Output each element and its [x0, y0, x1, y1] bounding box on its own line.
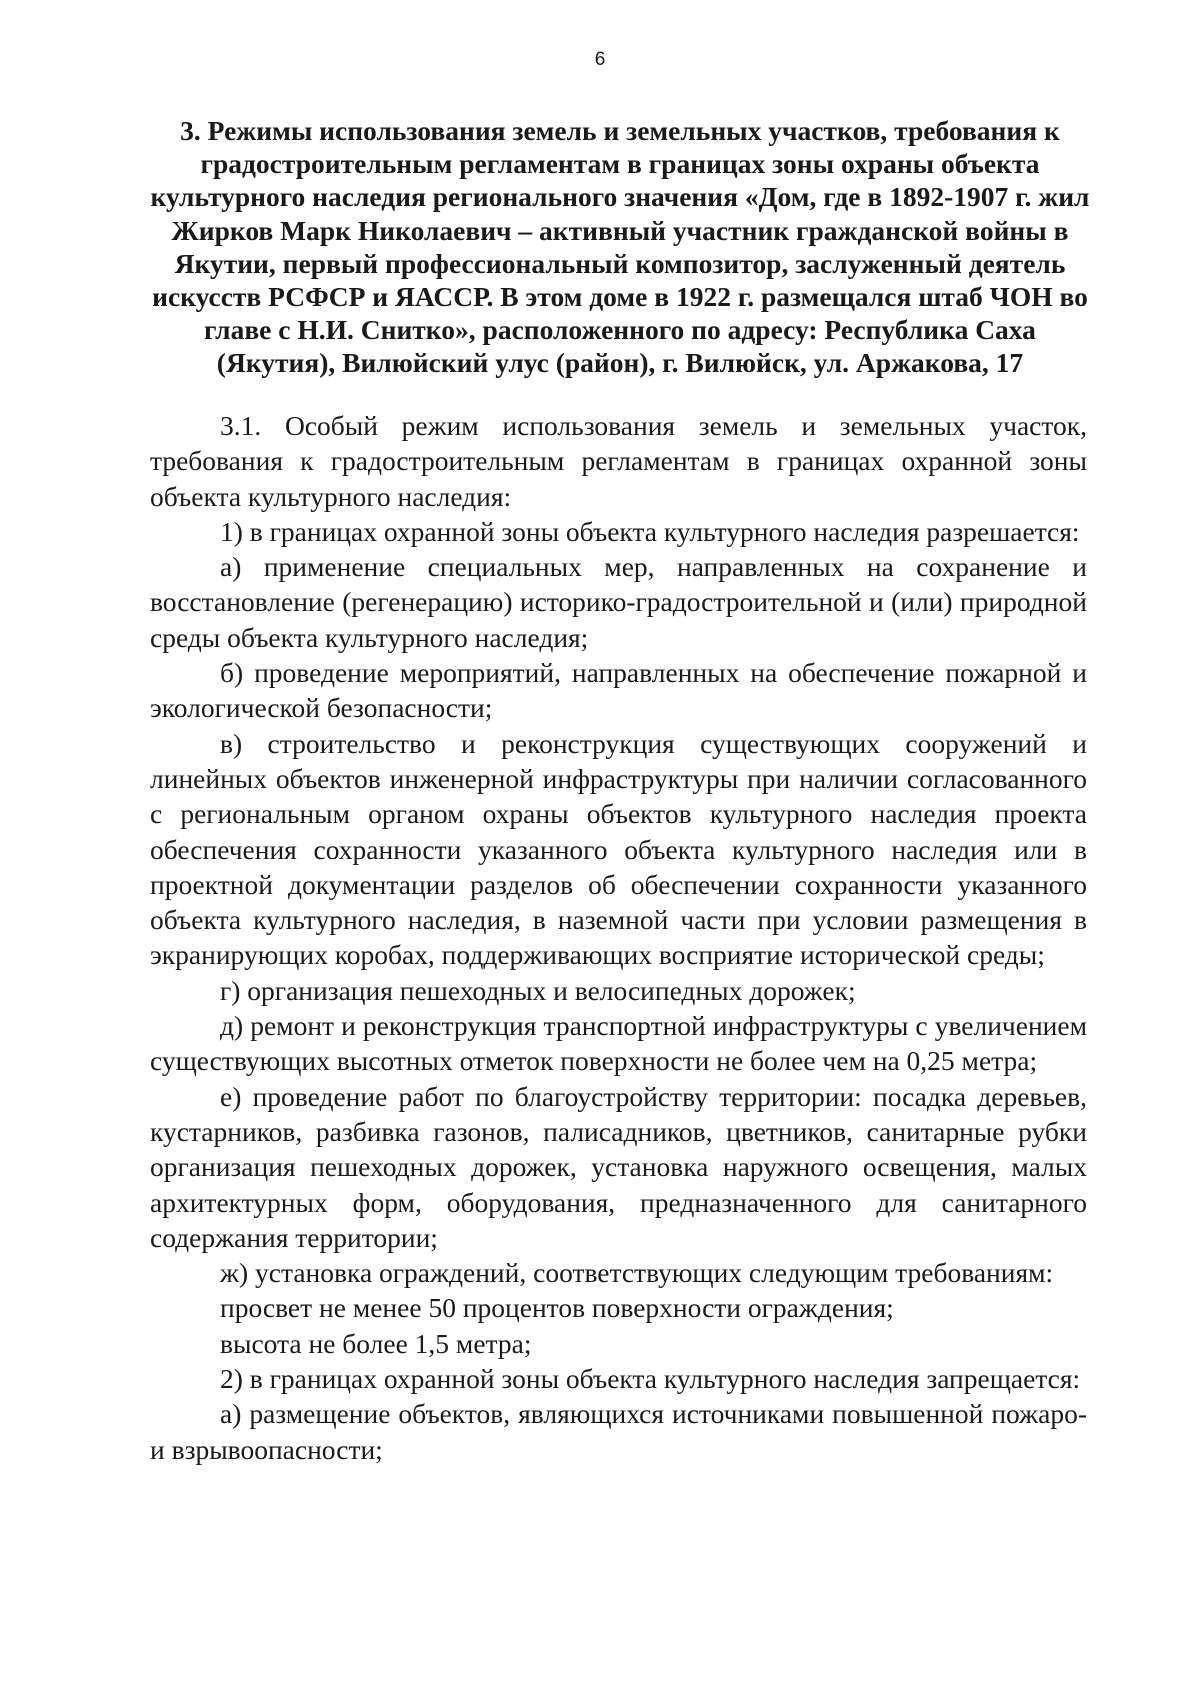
paragraph-prohibited-a: а) размещение объектов, являющихся источниками повышенной пожаро-и взрывоопасности;	[150, 1398, 1087, 1465]
paragraph-item-v: в) строительство и реконструкция существующих сооружений и линейных объектов инженерной инфраструктуры при наличии согласованного с региональным органом охраны объектов культурного наследия проекта обеспечения сохранности указанного объекта культурного наследия или в проектной документации разделов об обеспечении сохранности указанного объекта культурного наследия, в наземной части при условии размещения в экранирующих коробах, поддерживающих восприятие исторической среды;	[150, 727, 1087, 971]
document-body	[150, 408, 1087, 1467]
paragraph-3-1: 3.1. Особый режим использования земель и земельных участок, требования к градостроительным регламентам в границах охранной зоны объекта культурного наследия:	[150, 410, 1087, 512]
paragraph-fence-gap: просвет не менее 50 процентов поверхности ограждения;	[220, 1292, 894, 1324]
paragraph-item-b: б) проведение мероприятий, направленных на обеспечение пожарной и экологической безопасности;	[150, 657, 1087, 724]
paragraph-item-d: д) ремонт и реконструкция транспортной инфраструктуры с увеличением существующих высотных отметок поверхности не более чем на 0,25 метра;	[150, 1010, 1087, 1077]
paragraph-item-a: а) применение специальных мер, направленных на сохранение и восстановление (регенерацию) историко-градостроительной и (или) природной среды объекта культурного наследия;	[150, 551, 1087, 653]
paragraph-prohibited-intro: 2) в границах охранной зоны объекта культурного наследия запрещается:	[220, 1363, 1081, 1395]
section-heading: 3. Режимы использования земель и земельных участков, требования к градостроительным регламентам в границах зоны охраны объекта культурного наследия регионального значения «Дом, где в 1892-1907 г. жил Жирков Марк Николаевич – активный участник гражданской войны в Якутии, первый профессиональный композитор, заслуженный деятель искусств РСФСР и ЯАССР. В этом доме в 1922 г. размещался штаб ЧОН во главе с Н.И. Снитко», расположенного по адресу: Республика Саха (Якутия), Вилюйский улус (район), г. Вилюйск, ул. Аржакова, 17	[150, 115, 1090, 379]
paragraph-item-zh: ж) установка ограждений, соответствующих следующим требованиям:	[220, 1257, 1054, 1289]
paragraph-fence-height: высота не более 1,5 метра;	[220, 1327, 532, 1359]
paragraph-item-e: е) проведение работ по благоустройству территории: посадка деревьев, кустарников, разбивка газонов, палисадников, цветников, санитарные рубки организация пешеходных дорожек, установка наружного освещения, малых архитектурных форм, оборудования, предназначенного для санитарного содержания территории;	[150, 1080, 1087, 1253]
paragraph-permitted-intro: 1) в границах охранной зоны объекта культурного наследия разрешается:	[220, 515, 1080, 547]
page-number: 6	[594, 49, 606, 70]
paragraph-item-g: г) организация пешеходных и велосипедных дорожек;	[220, 974, 856, 1006]
